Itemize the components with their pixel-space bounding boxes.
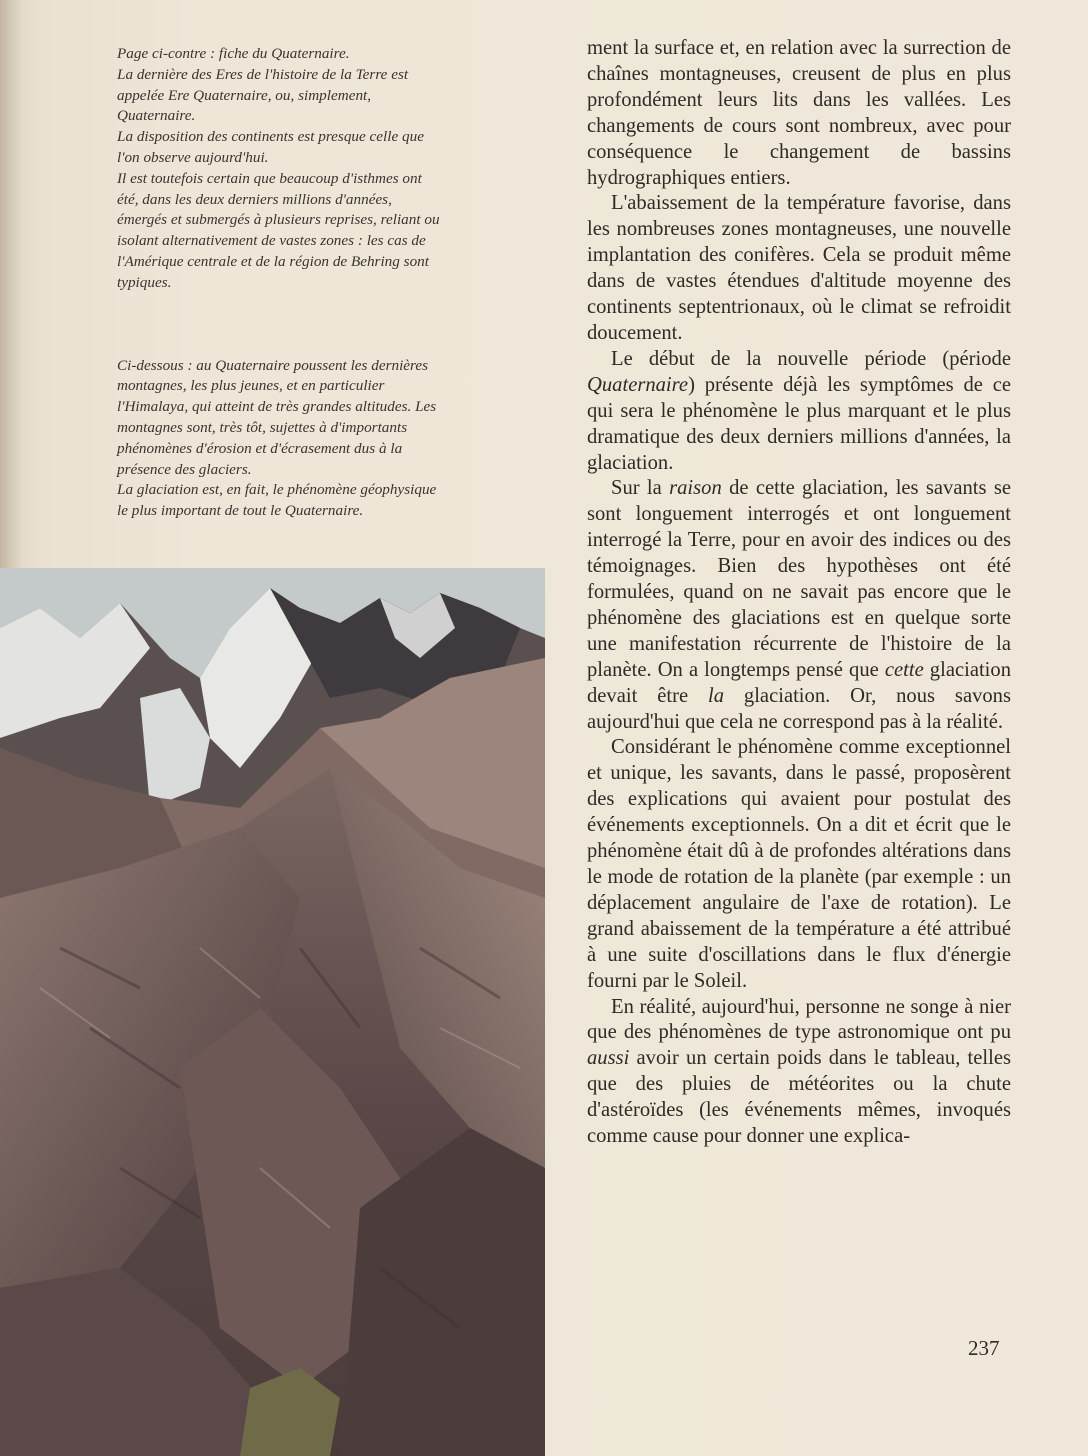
caption-line: le plus important de tout le Quaternaire. — [117, 502, 364, 520]
text-run: glaciation. Or, nous savons aujourd'hui que cela ne correspond pas à la réalité. — [587, 684, 1011, 733]
photo-captions — [117, 44, 532, 522]
caption-line: l'Amérique centrale et de la région de Behring sont — [117, 252, 429, 270]
caption-line: l'Himalaya, qui atteint de très grandes altitudes. Les — [117, 398, 437, 416]
paragraph — [587, 347, 1011, 477]
main-text-column — [587, 36, 1011, 1150]
text-run: En réalité, aujourd'hui, personne ne songe à nier que des phénomènes de type astronomique ont pu — [587, 995, 1011, 1044]
caption-line: Quaternaire. — [117, 107, 196, 125]
text-run: glaciation devait être — [587, 658, 1011, 707]
caption-line: La dernière des Eres de l'histoire de la Terre est — [117, 65, 409, 83]
text-run: ) présente déjà les symptômes de ce qui sera le phénomène le plus marquant et le plus dramatique des deux derniers millions d'années, la glaciation. — [587, 373, 1011, 474]
caption-line: appelée Ere Quaternaire, ou, simplement, — [117, 86, 372, 104]
caption-line: typiques. — [117, 273, 172, 291]
mountain-illustration — [0, 568, 545, 1456]
caption-line: Ci-dessous : au Quaternaire poussent les dernières — [117, 356, 429, 374]
text-run: de cette glaciation, les savants se sont longuement interrogés et ont longuement interrogé la Terre, pour en avoir des indices ou des témoignages. Bien des hypothèses ont été formulées, quand on ne savait pas encore que le phénomène des glaciations est en quelque sorte une manifestation récurrente de l'histoire de la planète. On a longtemps pensé que — [587, 477, 1011, 681]
caption-below — [117, 356, 532, 522]
emphasis-raison: raison — [669, 477, 722, 500]
caption-opposite-page — [117, 44, 532, 294]
emphasis-la: la — [707, 684, 725, 707]
caption-line: Page ci-contre : fiche du Quaternaire. — [117, 45, 350, 62]
text-run: Le début de la nouvelle période (période — [611, 347, 1011, 370]
page-number: 237 — [968, 1336, 1000, 1360]
caption-line: montagnes sont, très tôt, sujettes à d'importants — [117, 418, 408, 436]
caption-line: montagnes, les plus jeunes, et en particulier — [117, 377, 385, 395]
himalaya-mountain-photo — [0, 568, 545, 1456]
caption-line: été, dans les deux derniers millions d'années, — [117, 190, 392, 208]
text-run: avoir un certain poids dans le tableau, telles que des pluies de météorites ou la chute d'astéroïdes (les événements mêmes, invoqués comme cause pour donner une explica- — [587, 1047, 1011, 1148]
caption-line: La glaciation est, en fait, le phénomène géophysique — [117, 481, 437, 499]
caption-line: isolant alternativement de vastes zones : les cas de — [117, 232, 426, 250]
caption-line: émergés et submergés à plusieurs reprises, reliant ou — [117, 211, 440, 229]
text-run: Sur la — [611, 477, 670, 500]
paragraph: L'abaissement de la température favorise, dans les nombreuses zones montagneuses, une nouvelle implantation des conifères. Cela se produit même dans de vastes étendues d'altitude moyenne des continents septentrionaux, où le climat se refroidit doucement. — [587, 192, 1011, 344]
paragraph: ment la surface et, en relation avec la surrection de chaînes montagneuses, creusent de plus en plus profondément leurs lits dans les vallées. Les changements de cours sont nombreux, avec pour conséquence le changement de bassins hydrographiques entiers. — [587, 37, 1011, 189]
emphasis-aussi: aussi — [587, 1047, 630, 1070]
caption-line: Il est toutefois certain que beaucoup d'isthmes ont — [117, 169, 422, 187]
emphasis-quaternaire: Quaternaire — [587, 373, 689, 396]
paragraph — [587, 476, 1011, 735]
caption-line: phénomènes d'érosion et d'écrasement dus à la — [117, 439, 403, 457]
caption-line: l'on observe aujourd'hui. — [117, 148, 269, 166]
caption-line: La disposition des continents est presque celle que — [117, 128, 424, 146]
paragraph — [587, 995, 1011, 1150]
paragraph: Considérant le phénomène comme exceptionnel et unique, les savants, dans le passé, proposèrent des explications qui avaient pour postulat des événements exceptionnels. On a dit et écrit que le phénomène était dû à de profondes altérations dans le mode de rotation de la planète (par exemple : un déplacement angulaire de l'axe de rotation). Le grand abaissement de la température a été attribué à une suite d'oscillations dans le flux d'énergie fourni par le Soleil. — [587, 736, 1011, 992]
caption-line: présence des glaciers. — [117, 460, 252, 478]
emphasis-cette: cette — [884, 658, 924, 681]
